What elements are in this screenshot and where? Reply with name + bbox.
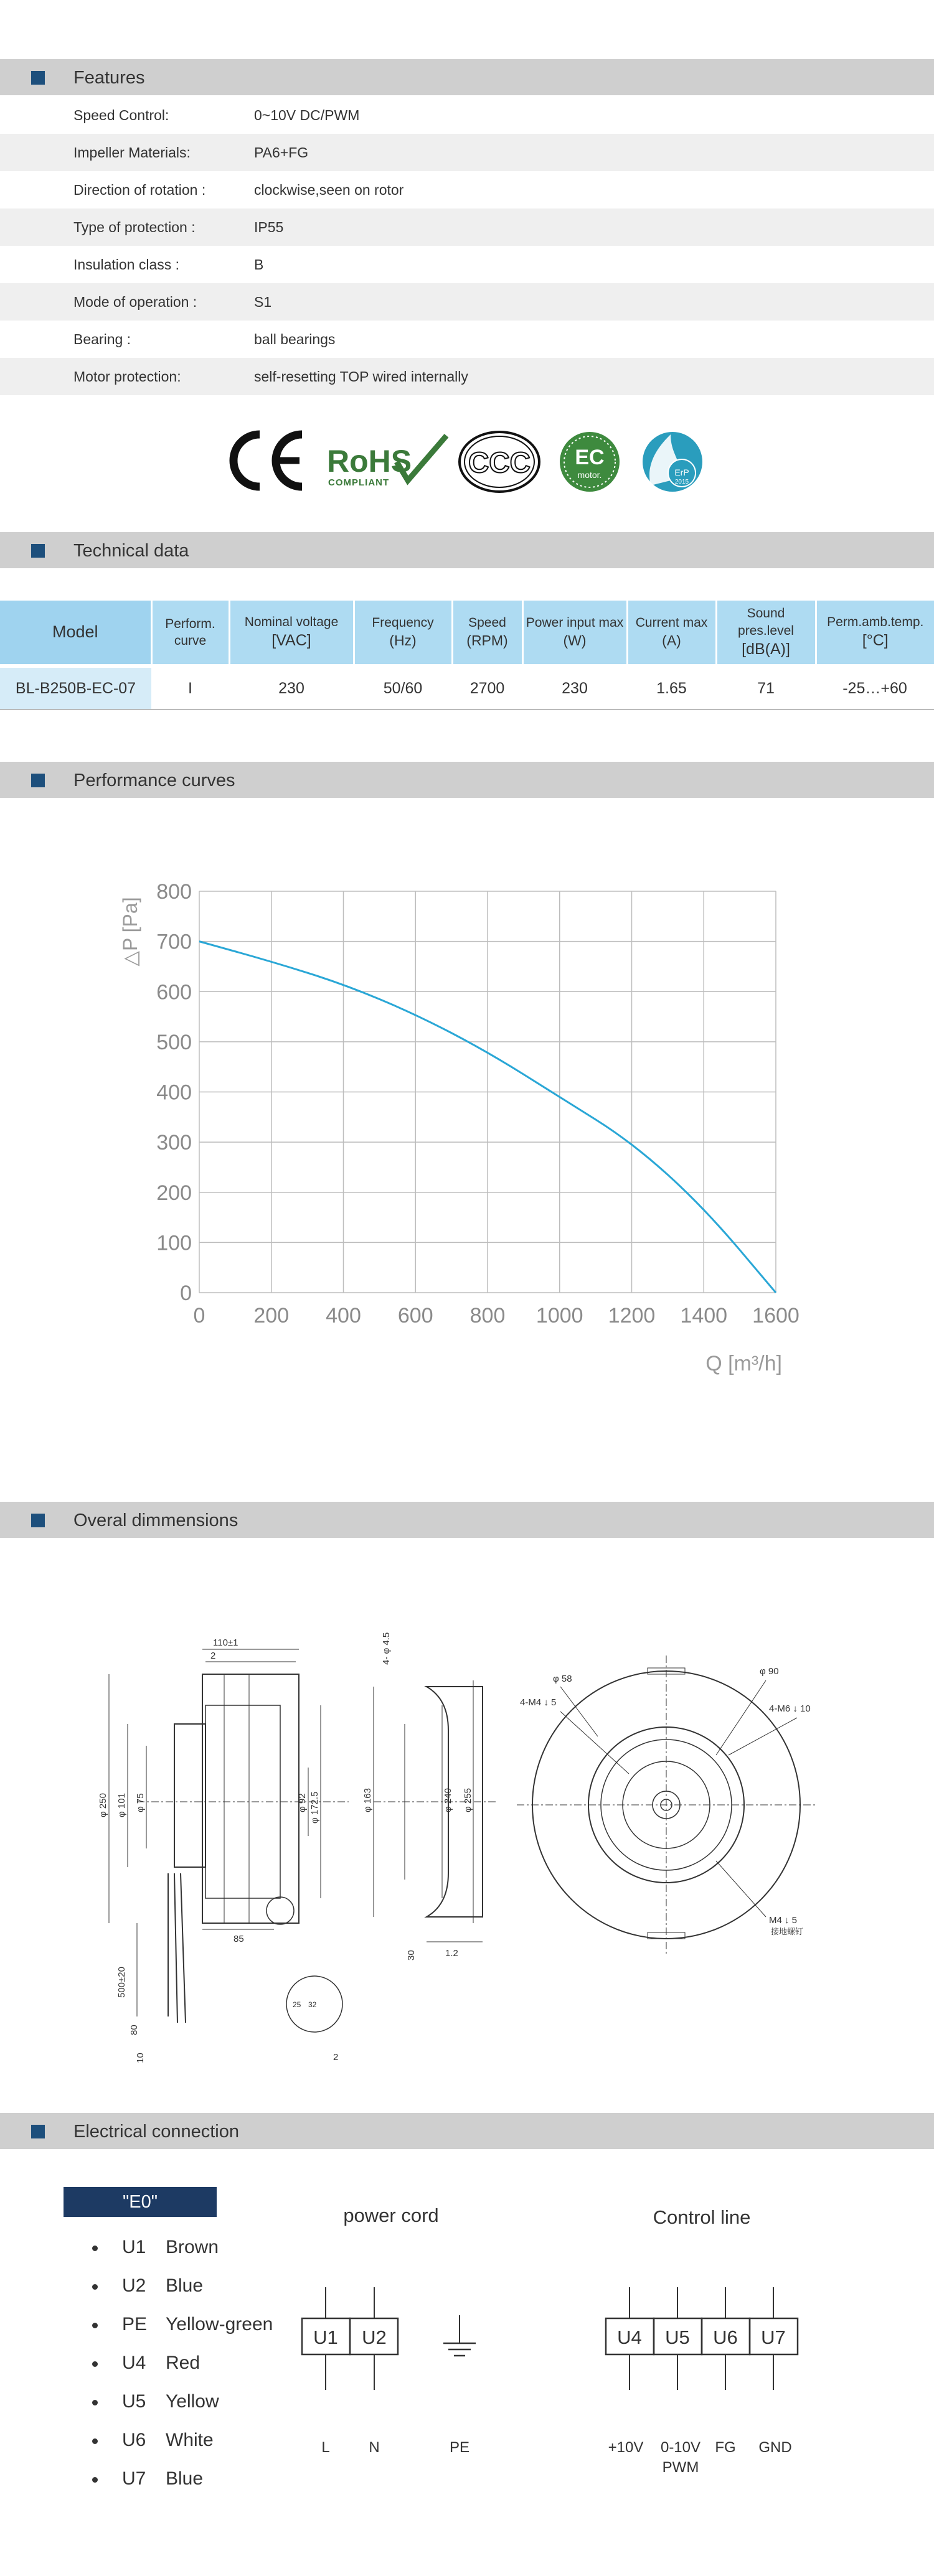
table-cell: 2700 [452,668,522,710]
ce-mark-icon [234,434,302,487]
svg-text:M4 ↓ 5: M4 ↓ 5 [769,1915,798,1926]
front-view-drawing [517,1656,816,1954]
svg-text:1.2: 1.2 [445,1948,458,1959]
section-marker [31,774,45,787]
table-header-row [0,601,934,664]
svg-text:ErP: ErP [674,467,689,477]
control-line-title: Control line [653,2206,751,2228]
ec-motor-logo-icon [560,432,620,492]
control-line-terminals [606,2287,798,2476]
svg-text:500±20: 500±20 [116,1967,127,1998]
section-title: Technical data [73,541,189,561]
svg-text:φ 90: φ 90 [760,1666,779,1677]
section-marker [31,71,45,85]
svg-text:110±1: 110±1 [213,1637,238,1648]
x-tick-label: 400 [326,1304,361,1328]
performance-curve-chart [112,865,828,1388]
table-cell: 1.65 [627,668,716,710]
svg-text:4-M6 ↓ 10: 4-M6 ↓ 10 [769,1703,811,1714]
x-tick-label: 1600 [752,1304,800,1328]
svg-text:φ 240: φ 240 [443,1788,453,1812]
table-row [0,668,934,710]
y-tick-label: 500 [156,1030,192,1054]
svg-text:30: 30 [406,1950,417,1960]
connection-code-badge: "E0" [64,2187,217,2217]
feature-row [0,208,934,246]
svg-text:PWM: PWM [662,2459,699,2476]
svg-text:φ 250: φ 250 [98,1793,108,1817]
table-header: Nominal voltage [VAC] [229,601,354,664]
svg-text:U2: U2 [362,2326,387,2348]
svg-text:25: 25 [293,2000,301,2009]
table-header: Speed (RPM) [452,601,522,664]
svg-text:U7: U7 [761,2326,786,2348]
feature-row [0,96,934,134]
svg-text:motor.: motor. [577,470,602,480]
svg-text:φ 92: φ 92 [297,1793,308,1812]
svg-text:φ 255: φ 255 [463,1788,473,1812]
section-title: Performance curves [73,770,235,790]
section-header-features [0,59,934,95]
svg-text:φ 101: φ 101 [116,1793,127,1817]
power-cord-title: power cord [343,2204,439,2226]
erp-logo-icon [643,432,702,492]
section-marker [31,1514,45,1527]
table-cell: 230 [229,668,354,710]
feature-value: S1 [254,294,272,310]
svg-text:RoHS: RoHS [327,444,412,479]
feature-value: clockwise,seen on rotor [254,182,404,198]
feature-label: Type of protection : [73,219,196,235]
svg-text:N: N [369,2439,380,2456]
table-header: Current max (A) [627,601,716,664]
table-header: Model [0,601,151,664]
svg-text:0-10V: 0-10V [660,2439,701,2456]
section-header-performance [0,762,934,798]
section-marker [31,544,45,558]
section-header-electrical [0,2113,934,2149]
side-view-drawing [98,1637,349,2063]
svg-text:FG: FG [715,2439,736,2456]
y-tick-label: 200 [156,1181,192,1205]
table-header: Perm.amb.temp. [°C] [816,601,934,664]
feature-value: ball bearings [254,331,336,347]
table-header: Frequency (Hz) [354,601,452,664]
table-cell: 71 [716,668,816,710]
y-tick-label: 600 [156,980,192,1005]
feature-value: B [254,256,264,273]
feature-value: self-resetting TOP wired internally [254,368,468,385]
technical-data-table [0,601,934,710]
feature-row [0,134,934,171]
y-tick-label: 400 [156,1080,192,1105]
svg-text:GND: GND [758,2439,792,2456]
svg-text:U5: U5 [665,2326,690,2348]
feature-label: Mode of operation : [73,294,197,310]
svg-text:φ 163: φ 163 [362,1788,373,1812]
ccc-logo-icon [460,432,539,492]
table-cell: BL-B250B-EC-07 [0,668,151,710]
svg-text:COMPLIANT: COMPLIANT [328,477,390,488]
svg-text:4-M4 ↓ 5: 4-M4 ↓ 5 [520,1697,557,1708]
section-marker [31,2125,45,2138]
svg-text:φ 58: φ 58 [553,1674,572,1684]
table-cell: -25…+60 [816,668,934,710]
svg-text:2015: 2015 [674,479,689,485]
feature-value: PA6+FG [254,144,309,161]
x-tick-label: 1400 [680,1304,728,1328]
svg-text:PE: PE [449,2439,470,2456]
svg-text:L: L [321,2439,330,2456]
svg-text:EC: EC [575,446,605,469]
x-tick-label: 1200 [608,1304,656,1328]
table-header: Sound pres.level [dB(A)] [716,601,816,664]
inlet-ring-drawing [362,1632,498,1960]
y-tick-label: 300 [156,1131,192,1155]
svg-text:U4: U4 [617,2326,642,2348]
y-tick-label: 0 [180,1281,192,1305]
x-tick-label: 800 [469,1304,506,1328]
table-header: Power input max (W) [522,601,627,664]
x-tick-label: 200 [253,1304,290,1328]
ground-icon [443,2315,476,2456]
y-tick-label: 700 [156,930,192,954]
svg-text:φ 172.5: φ 172.5 [309,1791,320,1824]
svg-text:U1: U1 [313,2326,338,2348]
power-cord-terminals [302,2287,398,2456]
svg-text:U6: U6 [713,2326,738,2348]
svg-text:φ 75: φ 75 [135,1793,146,1812]
x-tick-label: 600 [397,1304,433,1328]
certification-logos [227,423,707,498]
x-tick-label: 1000 [535,1304,583,1328]
table-cell: 230 [522,668,627,710]
table-cell: 50/60 [354,668,452,710]
y-tick-label: 100 [156,1231,192,1255]
section-title: Features [73,68,145,88]
svg-text:4- φ 4.5: 4- φ 4.5 [381,1632,392,1665]
table-header: Perform. curve [151,601,229,664]
section-header-technical [0,532,934,568]
svg-text:2: 2 [333,2052,339,2063]
svg-text:接地螺钉: 接地螺钉 [771,1927,804,1936]
x-tick-label: 0 [193,1304,205,1328]
rohs-logo-icon [327,436,446,488]
feature-row [0,283,934,321]
feature-row [0,358,934,395]
feature-value: IP55 [254,219,284,235]
feature-label: Direction of rotation : [73,182,206,198]
section-title: Electrical connection [73,2122,239,2142]
feature-label: Motor protection: [73,368,181,385]
svg-text:10: 10 [135,2053,146,2063]
svg-text:+10V: +10V [608,2439,644,2456]
feature-row [0,321,934,358]
table-cell: I [151,668,229,710]
svg-text:2: 2 [210,1651,216,1661]
svg-text:32: 32 [308,2000,317,2009]
section-header-dimensions [0,1502,934,1538]
feature-label: Speed Control: [73,107,169,123]
svg-text:80: 80 [129,2025,139,2035]
feature-row [0,171,934,208]
y-axis-label: △P [Pa] [119,897,141,967]
feature-row [0,246,934,283]
svg-text:85: 85 [234,1934,244,1944]
y-tick-label: 800 [156,880,192,904]
dimension-drawing [75,1612,834,2079]
feature-value: 0~10V DC/PWM [254,107,360,123]
feature-label: Impeller Materials: [73,144,191,161]
wiring-diagram [280,2191,903,2514]
feature-label: Bearing : [73,331,131,347]
feature-label: Insulation class : [73,256,180,273]
x-axis-label: Q [m³/h] [705,1352,782,1375]
svg-text:CCC: CCC [468,446,531,479]
section-title: Overal dimmensions [73,1510,238,1530]
